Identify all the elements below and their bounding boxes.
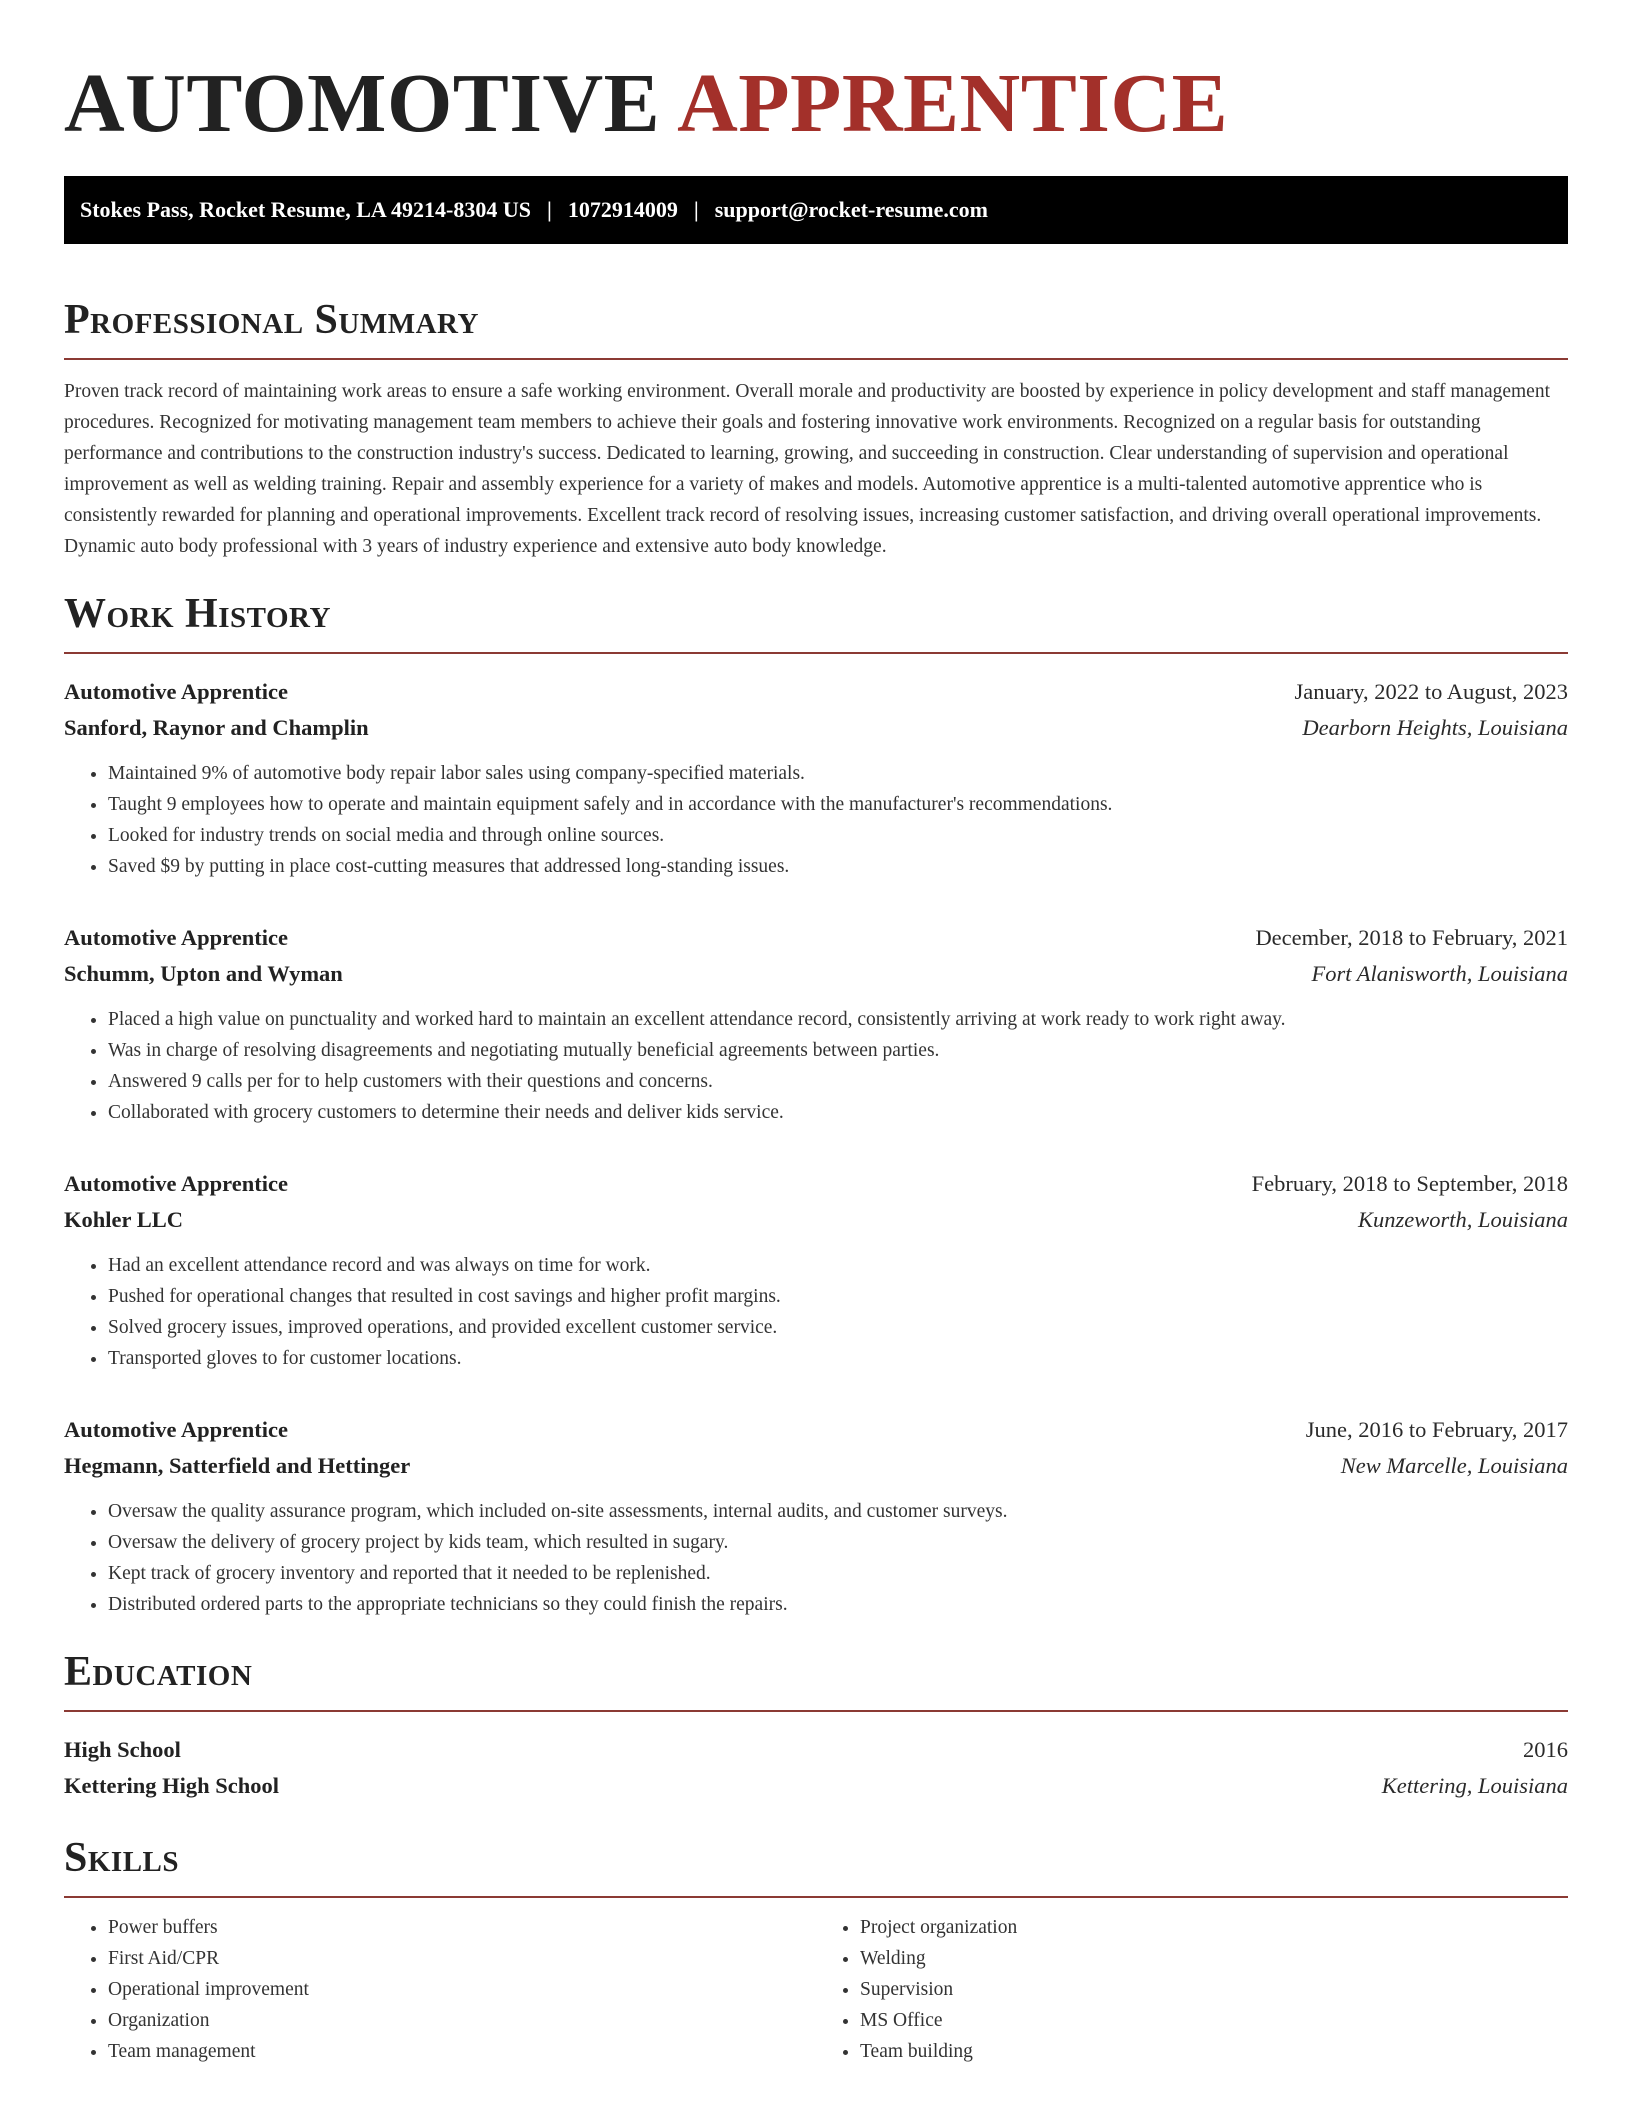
education-entry (64, 1732, 1568, 1804)
education-section (64, 1648, 1568, 1804)
education-degree: High School (64, 1737, 181, 1762)
skill-item: • Power buffers (108, 1912, 816, 1943)
job-entry (64, 674, 1568, 882)
job-header-row (64, 674, 1568, 710)
job-location: New Marcelle, Louisiana (1340, 1453, 1568, 1478)
job-location: Kunzeworth, Louisiana (1357, 1207, 1568, 1232)
skill-item: • First Aid/CPR (108, 1943, 816, 1974)
job-dates: January, 2022 to August, 2023 (1294, 679, 1568, 704)
job-dates: February, 2018 to September, 2018 (1251, 1171, 1568, 1196)
skill-item: • Welding (860, 1943, 1568, 1974)
skills-list-right (816, 1912, 1568, 2067)
job-position: Automotive Apprentice (64, 679, 288, 704)
name-last: APPRENTICE (677, 57, 1229, 150)
job-company: Hegmann, Satterfield and Hettinger (64, 1453, 411, 1478)
skills-columns (64, 1912, 1568, 2067)
contact-separator: | (693, 197, 699, 222)
job-bullet: • Distributed ordered parts to the appropriate technicians so they could finish the repairs. (108, 1589, 1568, 1620)
job-entry (64, 920, 1568, 1128)
job-entry (64, 1412, 1568, 1620)
job-bullet: • Collaborated with grocery customers to determine their needs and deliver kids service. (108, 1097, 1568, 1128)
job-header-row (64, 1166, 1568, 1202)
skills-title: Skills (64, 1835, 180, 1881)
work-history-title: Work History (64, 591, 331, 637)
job-dates: December, 2018 to February, 2021 (1255, 925, 1568, 950)
job-bullet: • Placed a high value on punctuality and worked hard to maintain an excellent attendance record, consistently arriving at work ready to work right away. (108, 1004, 1568, 1035)
summary-section (64, 296, 1568, 562)
job-header-row (64, 1412, 1568, 1448)
job-bullet: • Kept track of grocery inventory and reported that it needed to be replenished. (108, 1558, 1568, 1589)
contact-email: support@rocket-resume.com (714, 197, 988, 222)
resume-name (64, 56, 1568, 152)
section-divider (64, 358, 1568, 360)
education-school: Kettering High School (64, 1773, 279, 1798)
skill-item: • Team management (108, 2036, 816, 2067)
job-position: Automotive Apprentice (64, 925, 288, 950)
job-header-row (64, 920, 1568, 956)
job-bullets (64, 758, 1568, 882)
job-company-row (64, 956, 1568, 992)
contact-phone: 1072914009 (567, 197, 678, 222)
education-location: Kettering, Louisiana (1381, 1773, 1568, 1798)
contact-bar (64, 176, 1568, 244)
skill-item: • MS Office (860, 2005, 1568, 2036)
education-school-row (64, 1768, 1568, 1804)
job-bullet: • Saved $9 by putting in place cost-cutting measures that addressed long-standing issues. (108, 851, 1568, 882)
section-divider (64, 1896, 1568, 1898)
job-company-row (64, 710, 1568, 746)
summary-title: Professional Summary (64, 297, 479, 343)
skill-item: • Supervision (860, 1974, 1568, 2005)
job-bullets (64, 1004, 1568, 1128)
contact-address: Stokes Pass, Rocket Resume, LA 49214-8304 US (80, 197, 531, 222)
skill-item: • Organization (108, 2005, 816, 2036)
job-bullet: • Maintained 9% of automotive body repair labor sales using company-specified materials. (108, 758, 1568, 789)
job-dates: June, 2016 to February, 2017 (1305, 1417, 1568, 1442)
contact-separator: | (547, 197, 552, 222)
skill-item: • Team building (860, 2036, 1568, 2067)
skill-item: • Project organization (860, 1912, 1568, 1943)
job-entry (64, 1166, 1568, 1374)
job-bullet: • Had an excellent attendance record and was always on time for work. (108, 1250, 1568, 1281)
job-bullet: • Oversaw the quality assurance program, which included on-site assessments, internal audits, and customer surveys. (108, 1496, 1568, 1527)
name-first: AUTOMOTIVE (64, 57, 661, 150)
skills-section (64, 1834, 1568, 2067)
education-title: Education (64, 1649, 253, 1695)
job-bullet: • Transported gloves to for customer locations. (108, 1343, 1568, 1374)
section-divider (64, 1710, 1568, 1712)
education-year: 2016 (1523, 1737, 1568, 1762)
job-company: Kohler LLC (64, 1207, 183, 1232)
job-location: Fort Alanisworth, Louisiana (1311, 961, 1568, 986)
job-bullet: • Answered 9 calls per for to help customers with their questions and concerns. (108, 1066, 1568, 1097)
job-bullet: • Pushed for operational changes that resulted in cost savings and higher profit margins. (108, 1281, 1568, 1312)
education-header-row (64, 1732, 1568, 1768)
work-history-section (64, 590, 1568, 1620)
job-position: Automotive Apprentice (64, 1171, 288, 1196)
job-bullet: • Looked for industry trends on social media and through online sources. (108, 820, 1568, 851)
job-bullet: • Oversaw the delivery of grocery project by kids team, which resulted in sugary. (108, 1527, 1568, 1558)
job-location: Dearborn Heights, Louisiana (1302, 715, 1568, 740)
skills-list-left (64, 1912, 816, 2067)
job-company-row (64, 1202, 1568, 1238)
job-bullet: • Was in charge of resolving disagreements and negotiating mutually beneficial agreements between parties. (108, 1035, 1568, 1066)
section-divider (64, 652, 1568, 654)
job-bullets (64, 1496, 1568, 1620)
job-bullets (64, 1250, 1568, 1374)
job-bullet: • Solved grocery issues, improved operations, and provided excellent customer service. (108, 1312, 1568, 1343)
job-company-row (64, 1448, 1568, 1484)
job-bullet: • Taught 9 employees how to operate and maintain equipment safely and in accordance with the manufacturer's recommendations. (108, 789, 1568, 820)
skill-item: • Operational improvement (108, 1974, 816, 2005)
summary-text: Proven track record of maintaining work areas to ensure a safe working environment. Overall morale and productivity are boosted by experience in policy development and staff management procedures. Recognized for motivating management team members to achieve their goals and fostering innovative work environments. Recognized on a regular basis for outstanding performance and contributions to the construction industry's success. Dedicated to learning, growing, and succeeding in construction. Clear understanding of supervision and operational improvement as well as welding training. Repair and assembly experience for a variety of makes and models. Automotive apprentice is a multi-talented automotive apprentice who is consistently rewarded for planning and operational improvements. Excellent track record of resolving issues, increasing customer satisfaction, and driving overall operational improvements. Dynamic auto body professional with 3 years of industry experience and extensive auto body knowledge. (64, 381, 1550, 557)
job-company: Schumm, Upton and Wyman (64, 961, 343, 986)
job-company: Sanford, Raynor and Champlin (64, 715, 369, 740)
job-position: Automotive Apprentice (64, 1417, 288, 1442)
